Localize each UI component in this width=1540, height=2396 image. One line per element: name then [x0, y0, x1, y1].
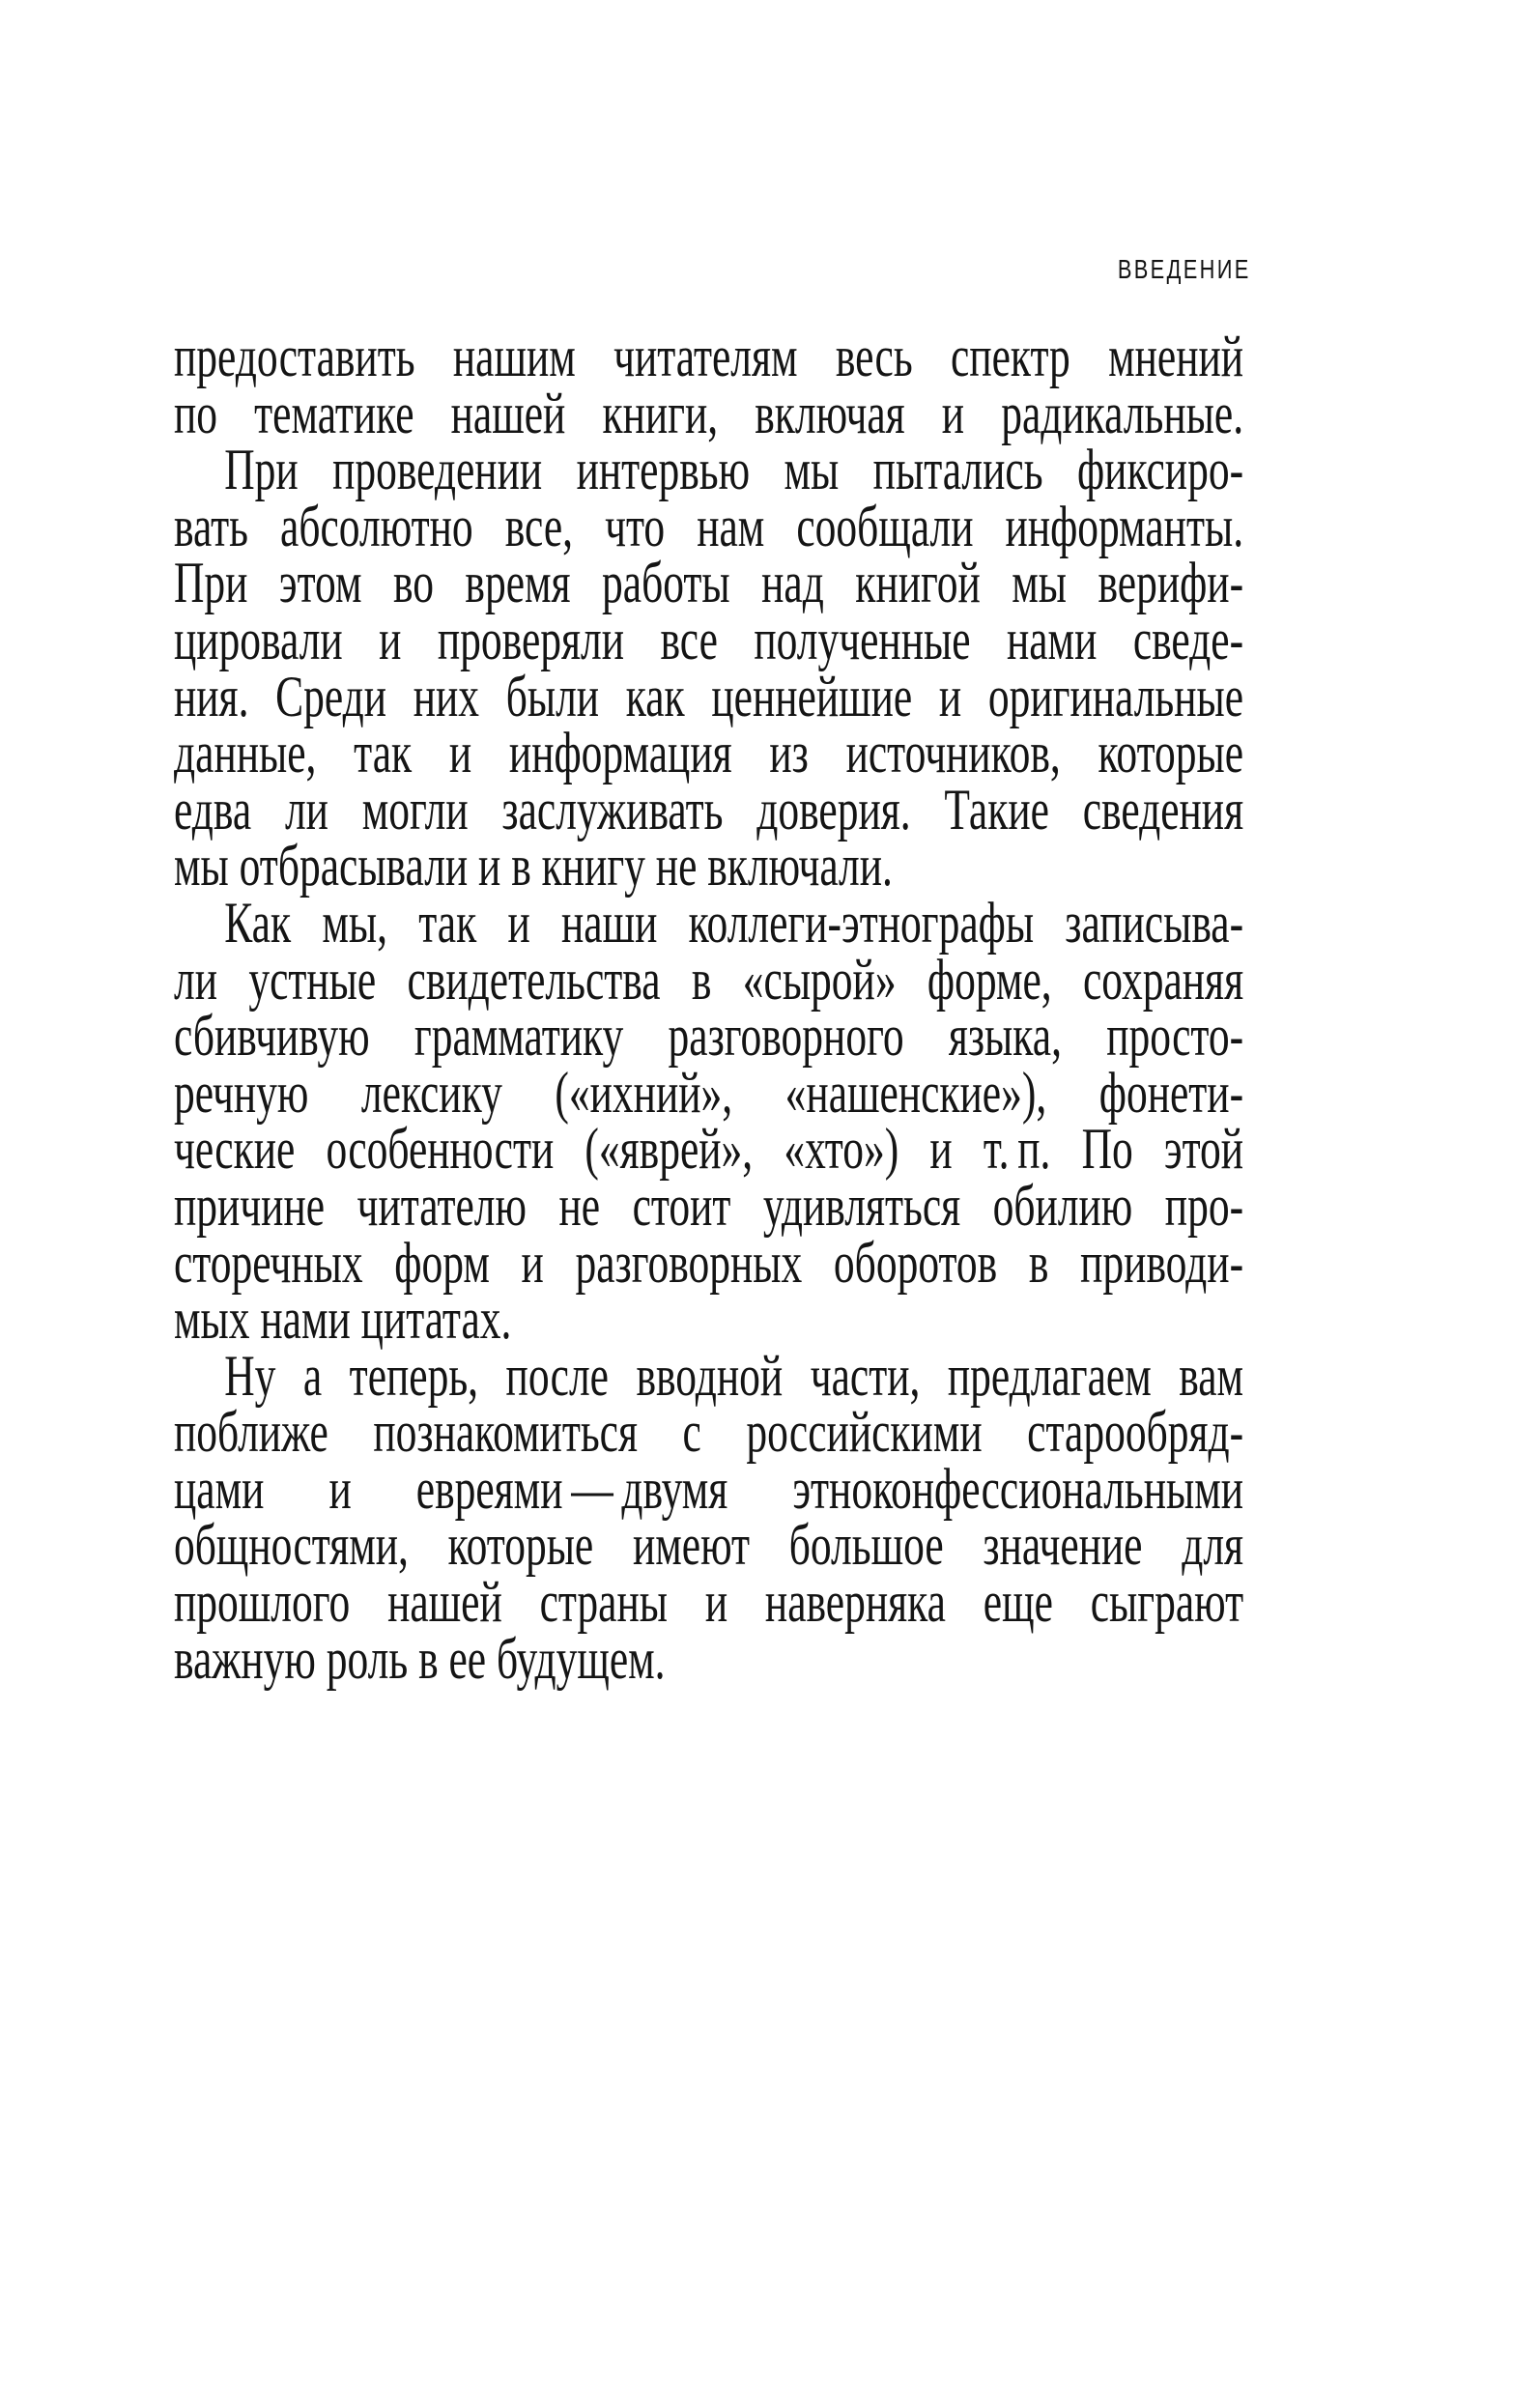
text-line: прошлого нашей страны и наверняка еще сыграют: [174, 1570, 1244, 1635]
text-line: мых нами цитатах.: [174, 1287, 512, 1352]
text-line: предоставить нашим читателям весь спектр мнений: [174, 325, 1244, 388]
text-line: мы отбрасывали и в книгу не включали.: [174, 834, 893, 898]
text-line: ли устные свидетельства в «сырой» форме, сохраняя: [174, 947, 1244, 1012]
text-line: Ну а теперь, после вводной части, предлагаем вам: [224, 1343, 1244, 1408]
body-text-block: [174, 325, 1244, 1691]
text-line: едва ли могли заслуживать доверия. Такие сведения: [174, 777, 1244, 841]
text-line: Как мы, так и наши коллеги-этнографы записыва-: [224, 890, 1244, 955]
running-head: [1080, 254, 1251, 284]
text-line: сторечных форм и разговорных оборотов в приводи-: [174, 1230, 1244, 1295]
text-line: При проведении интервью мы пытались фиксиро-: [224, 438, 1244, 502]
text-line: цировали и проверяли все полученные нами сведе-: [174, 607, 1244, 671]
text-line: ния. Среди них были как ценнейшие и оригинальные: [174, 664, 1244, 728]
text-line: данные, так и информация из источников, которые: [174, 721, 1244, 785]
text-line: вать абсолютно все, что нам сообщали информанты.: [174, 494, 1244, 558]
text-line: общностями, которые имеют большое значение для: [174, 1513, 1244, 1578]
text-line: поближе познакомиться с российскими старообряд-: [174, 1400, 1244, 1465]
text-line: речную лексику («ихний», «нашенские»), фонети-: [174, 1060, 1244, 1125]
text-line: сбивчивую грамматику разговорного языка, просто-: [174, 1004, 1244, 1069]
text-line: При этом во время работы над книгой мы верифи-: [174, 551, 1244, 615]
text-line: важную роль в ее будущем.: [174, 1626, 666, 1691]
running-head-label: ВВЕДЕНИЕ: [1118, 254, 1251, 284]
text-line: причине читателю не стоит удивляться обилию про-: [174, 1173, 1244, 1238]
text-line: цами и евреями — двумя этноконфессиональными: [174, 1456, 1244, 1521]
text-line: по тематике нашей книги, включая и радикальные.: [174, 381, 1244, 445]
text-line: ческие особенности («яврей», «хто») и т. п. По этой: [174, 1117, 1244, 1182]
